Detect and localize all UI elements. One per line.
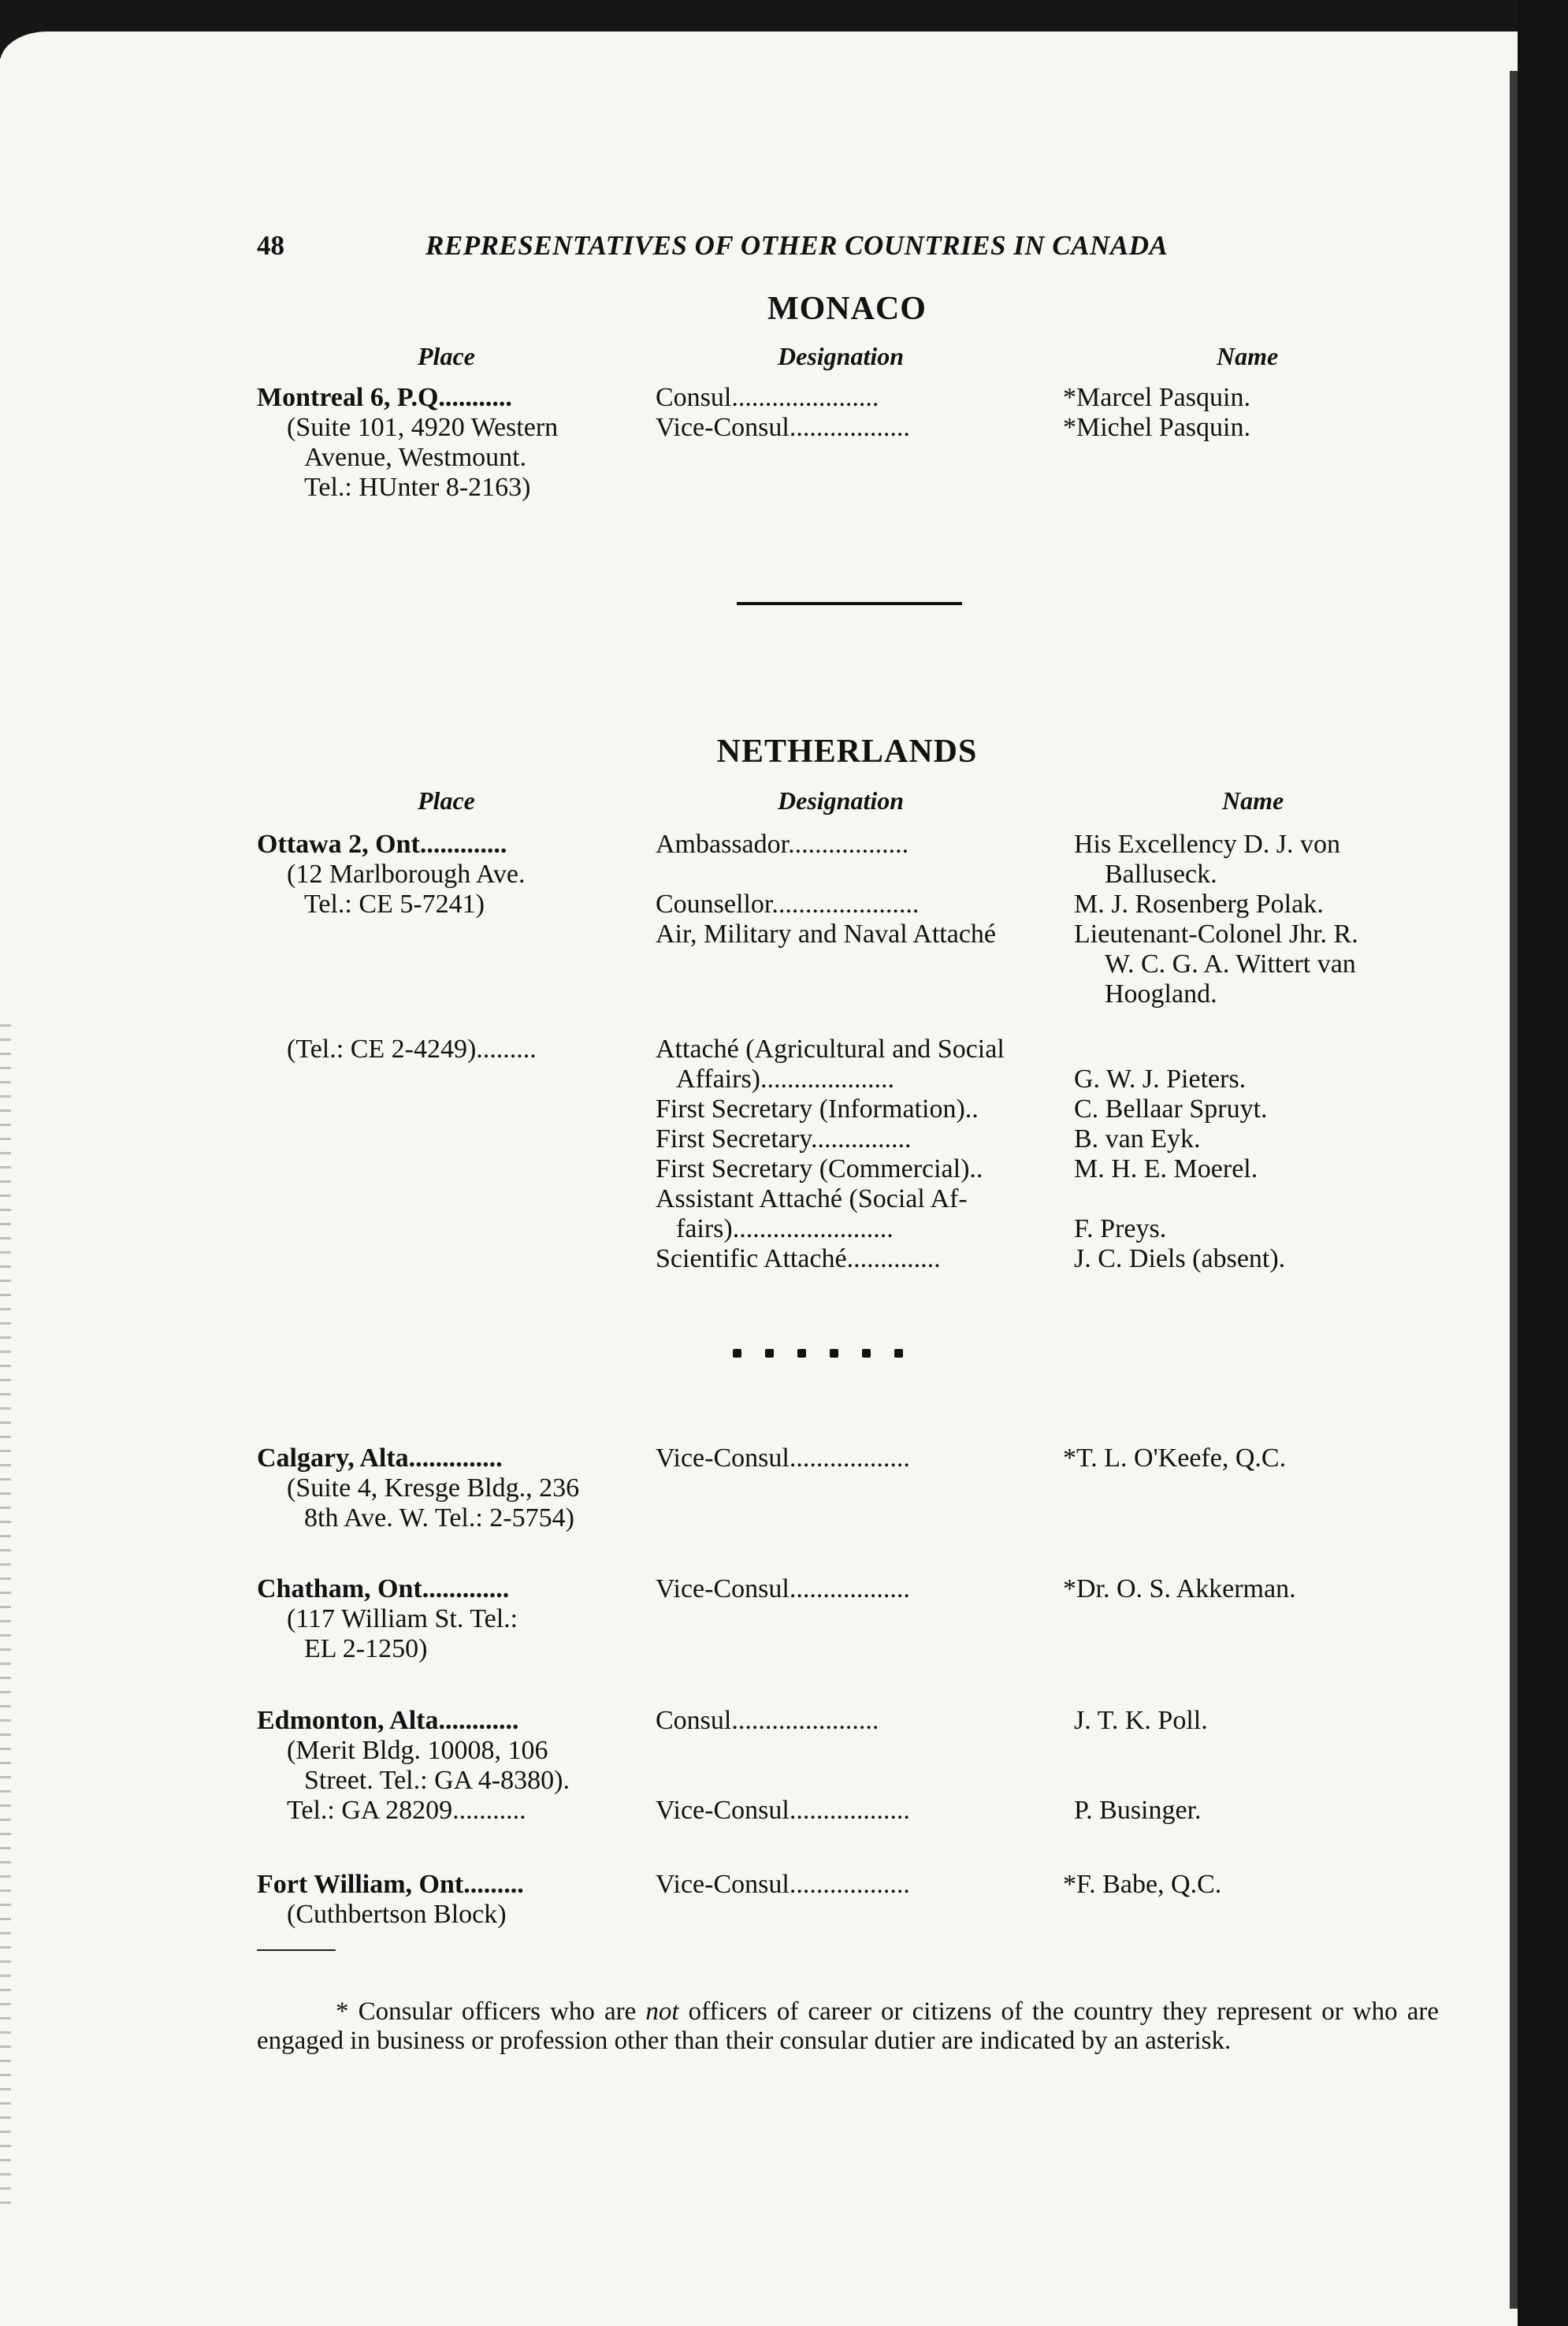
place-montreal: Montreal 6, P.Q...........: [257, 383, 512, 412]
column-header-name: Name: [1217, 342, 1279, 370]
place-line: Tel.: HUnter 8-2163): [304, 473, 531, 502]
person-name: Lieutenant-Colonel Jhr. R.: [1074, 920, 1358, 949]
person-name: *T. L. O'Keefe, Q.C.: [1063, 1444, 1287, 1473]
footnote-rule: [257, 1949, 336, 1951]
person-name: W. C. G. A. Wittert van: [1105, 949, 1356, 979]
footnote-emphasis: not: [645, 1997, 679, 2026]
designation: Vice-Consul..................: [656, 1574, 910, 1603]
place-line: (Merit Bldg. 10008, 106: [287, 1736, 548, 1765]
person-name: C. Bellaar Spruyt.: [1074, 1094, 1268, 1124]
place-line: Avenue, Westmount.: [304, 443, 527, 472]
designation: Consul......................: [656, 1706, 879, 1735]
bullet-mark: [862, 1349, 871, 1358]
person-name: J. T. K. Poll.: [1074, 1706, 1208, 1735]
place-line: (117 William St. Tel.:: [287, 1604, 518, 1633]
designation: Vice-Consul..................: [656, 1796, 910, 1825]
place-line: (Suite 4, Kresge Bldg., 236: [287, 1473, 580, 1503]
person-name: J. C. Diels (absent).: [1074, 1244, 1286, 1273]
designation: Air, Military and Naval Attaché: [656, 920, 997, 949]
person-name: Balluseck.: [1105, 860, 1217, 889]
person-name: G. W. J. Pieters.: [1074, 1065, 1247, 1094]
bullet-mark: [733, 1349, 741, 1358]
person-name: Hoogland.: [1105, 979, 1217, 1009]
person-name: *F. Babe, Q.C.: [1063, 1870, 1222, 1899]
place-ottawa: Ottawa 2, Ont.............: [257, 830, 507, 859]
footnote-text: officers of career or citizens of the country they represent or who are engaged in business or profession other than their consular dutier are indicated by an asterisk.: [257, 1997, 1439, 2055]
place-line: Street. Tel.: GA 4-8380).: [304, 1766, 570, 1795]
page-number: 48: [257, 230, 284, 261]
footnote: [257, 1997, 1439, 2056]
place-calgary: Calgary, Alta..............: [257, 1444, 503, 1473]
column-header-place: Place: [418, 342, 475, 370]
place-line: (Suite 101, 4920 Western: [287, 413, 559, 442]
section-title-netherlands: NETHERLANDS: [716, 734, 978, 770]
person-name: B. van Eyk.: [1074, 1124, 1201, 1154]
designation: Vice-Consul..................: [656, 1444, 910, 1473]
place-line: Tel.: CE 5-7241): [304, 890, 485, 919]
place-line: (Tel.: CE 2-4249).........: [287, 1035, 537, 1064]
designation: Affairs)....................: [676, 1065, 894, 1094]
place-line: (12 Marlborough Ave.: [287, 860, 526, 889]
designation: Counsellor......................: [656, 890, 920, 919]
column-header-place: Place: [418, 786, 475, 815]
section-title-monaco: MONACO: [767, 291, 927, 327]
column-header-designation: Designation: [778, 786, 905, 815]
designation: Vice-Consul..................: [656, 413, 910, 442]
place-chatham: Chatham, Ont.............: [257, 1574, 510, 1603]
person-name: M. J. Rosenberg Polak.: [1074, 890, 1324, 919]
bullet-mark: [830, 1349, 838, 1358]
designation: Vice-Consul..................: [656, 1870, 910, 1899]
bullet-mark: [894, 1349, 903, 1358]
person-name: P. Businger.: [1074, 1796, 1202, 1825]
place-line: 8th Ave. W. Tel.: 2-5754): [304, 1503, 574, 1533]
person-name: F. Preys.: [1074, 1214, 1167, 1243]
person-name: *Dr. O. S. Akkerman.: [1063, 1574, 1296, 1603]
place-fort-william: Fort William, Ont.........: [257, 1870, 524, 1899]
place-line: EL 2-1250): [304, 1634, 428, 1663]
designation: First Secretary (Commercial)..: [656, 1154, 983, 1183]
bullet-mark: [797, 1349, 806, 1358]
person-name: M. H. E. Moerel.: [1074, 1154, 1258, 1183]
running-title: REPRESENTATIVES OF OTHER COUNTRIES IN CANADA: [425, 230, 1169, 261]
designation: Attaché (Agricultural and Social: [656, 1035, 1005, 1064]
place-line: Tel.: GA 28209...........: [287, 1796, 526, 1825]
bullet-mark: [765, 1349, 774, 1358]
column-header-designation: Designation: [778, 342, 905, 370]
designation: Consul......................: [656, 383, 879, 412]
designation: Assistant Attaché (Social Af-: [656, 1184, 968, 1213]
designation: Scientific Attaché..............: [656, 1244, 941, 1273]
place-edmonton: Edmonton, Alta............: [257, 1706, 519, 1735]
person-name: *Michel Pasquin.: [1063, 413, 1250, 442]
footnote-text: * Consular officers who are: [336, 1997, 646, 2026]
place-line: (Cuthbertson Block): [287, 1900, 507, 1929]
ellipsis-bullets: [733, 1349, 903, 1358]
column-header-name: Name: [1222, 786, 1284, 815]
designation: Ambassador..................: [656, 830, 909, 859]
designation: fairs)........................: [676, 1214, 894, 1243]
section-divider: [737, 602, 962, 605]
designation: First Secretary...............: [656, 1124, 912, 1154]
person-name: His Excellency D. J. von: [1074, 830, 1341, 859]
person-name: *Marcel Pasquin.: [1063, 383, 1250, 412]
designation: First Secretary (Information)..: [656, 1094, 979, 1124]
